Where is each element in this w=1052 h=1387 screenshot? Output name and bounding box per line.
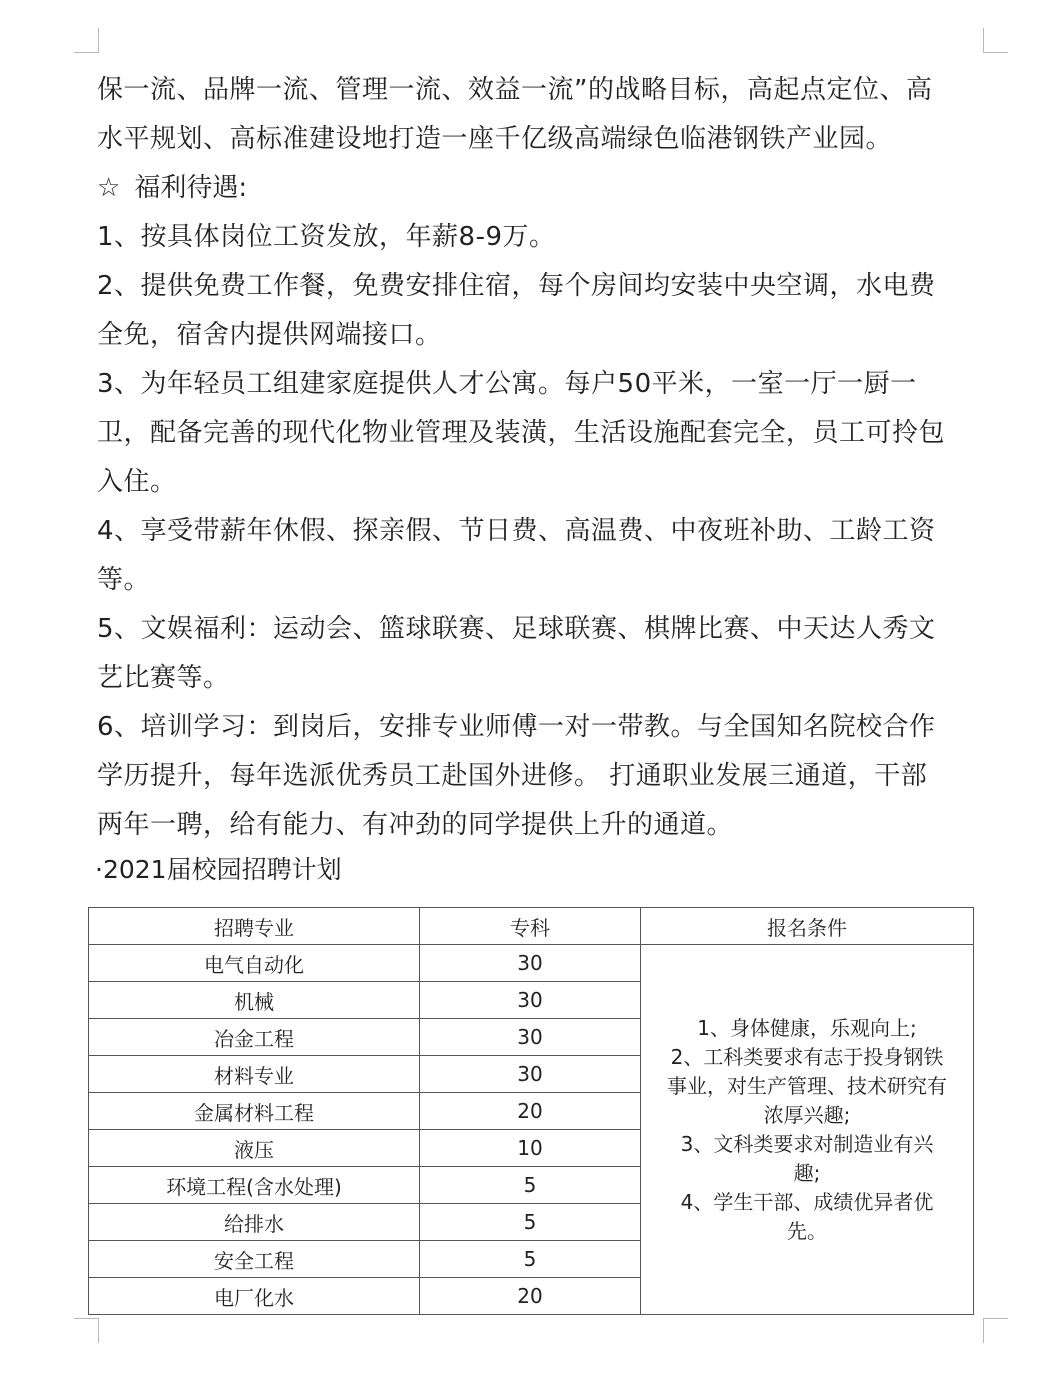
major-cell: 材料专业 [89, 1056, 420, 1093]
count-cell: 10 [420, 1130, 641, 1167]
text-line: 卫，配备完善的现代化物业管理及装潢，生活设施配套完全，员工可拎包 [97, 418, 946, 448]
major-cell: 金属材料工程 [89, 1093, 420, 1130]
text-line: 两年一聘，给有能力、有冲劲的同学提供上升的通道。 [97, 810, 734, 840]
count-cell: 30 [420, 1056, 641, 1093]
benefit-item-5 [97, 605, 977, 703]
count-cell: 30 [420, 945, 641, 982]
recruitment-plan-title: ·2021届校园招聘计划 [95, 855, 342, 884]
text-line: 水平规划、高标准建设地打造一座千亿级高端绿色临港钢铁产业园。 [97, 124, 893, 154]
benefit-item-4 [97, 507, 977, 605]
benefit-item-1 [97, 213, 977, 262]
header-conditions: 报名条件 [641, 908, 974, 945]
condition-line: 浓厚兴趣; [763, 1102, 851, 1127]
condition-line: 2、工科类要求有志于投身钢铁 [670, 1044, 944, 1069]
benefit-item-2 [97, 262, 977, 360]
major-cell: 环境工程(含水处理) [89, 1167, 420, 1204]
condition-line: 3、文科类要求对制造业有兴 [680, 1131, 934, 1156]
benefits-heading [97, 164, 977, 213]
text-line: 艺比赛等。 [97, 663, 230, 693]
condition-line: 趣; [793, 1160, 821, 1185]
count-cell: 20 [420, 1278, 641, 1315]
crop-mark-top-left [74, 28, 99, 53]
major-cell: 液压 [89, 1130, 420, 1167]
count-cell: 30 [420, 982, 641, 1019]
crop-mark-bottom-right [983, 1318, 1008, 1343]
condition-line: 4、学生干部、成绩优异者优 [680, 1189, 934, 1214]
major-cell: 安全工程 [89, 1241, 420, 1278]
text-line: 4、享受带薪年休假、探亲假、节日费、高温费、中夜班补助、工龄工资 [97, 516, 936, 546]
major-cell: 电气自动化 [89, 945, 420, 982]
crop-mark-top-right [983, 28, 1008, 53]
count-cell: 5 [420, 1167, 641, 1204]
count-cell: 20 [420, 1093, 641, 1130]
major-cell: 冶金工程 [89, 1019, 420, 1056]
count-cell: 5 [420, 1204, 641, 1241]
benefit-item-3 [97, 360, 977, 507]
condition-line: 先。 [787, 1218, 827, 1243]
text-line: 1、按具体岗位工资发放，年薪8-9万。 [97, 222, 556, 252]
star-icon: ☆ [97, 173, 121, 203]
count-cell: 30 [420, 1019, 641, 1056]
text-line: 等。 [97, 565, 151, 595]
table-row [89, 945, 974, 982]
text-line: 入住。 [97, 467, 177, 497]
text-line: 全免，宿舍内提供网端接口。 [97, 320, 442, 350]
major-cell: 给排水 [89, 1204, 420, 1241]
header-count: 专科 [420, 908, 641, 945]
text-line: 2、提供免费工作餐，免费安排住宿，每个房间均安装中央空调，水电费 [97, 271, 936, 301]
recruitment-plan-table [88, 907, 974, 1315]
text-line: 3、为年轻员工组建家庭提供人才公寓。每户50平米，一室一厅一厨一 [97, 369, 917, 399]
benefit-item-6 [97, 703, 977, 850]
conditions-cell [641, 945, 974, 1315]
major-cell: 电厂化水 [89, 1278, 420, 1315]
major-cell: 机械 [89, 982, 420, 1019]
document-body [97, 66, 977, 890]
condition-line: 事业，对生产管理、技术研究有 [667, 1073, 947, 1098]
crop-mark-bottom-left [74, 1318, 99, 1343]
text-line: 学历提升，每年选派优秀员工赴国外进修。 打通职业发展三通道，干部 [97, 761, 928, 791]
text-line: 6、培训学习：到岗后，安排专业师傅一对一带教。与全国知名院校合作 [97, 712, 936, 742]
condition-line: 1、身体健康，乐观向上; [697, 1015, 917, 1040]
benefits-title: 福利待遇: [134, 173, 248, 203]
table-header-row [89, 908, 974, 945]
header-major: 招聘专业 [89, 908, 420, 945]
count-cell: 5 [420, 1241, 641, 1278]
text-line: 保一流、品牌一流、管理一流、效益一流”的战略目标，高起点定位、高 [97, 75, 933, 105]
intro-paragraph [97, 66, 977, 164]
text-line: 5、文娱福利：运动会、篮球联赛、足球联赛、棋牌比赛、中天达人秀文 [97, 614, 936, 644]
